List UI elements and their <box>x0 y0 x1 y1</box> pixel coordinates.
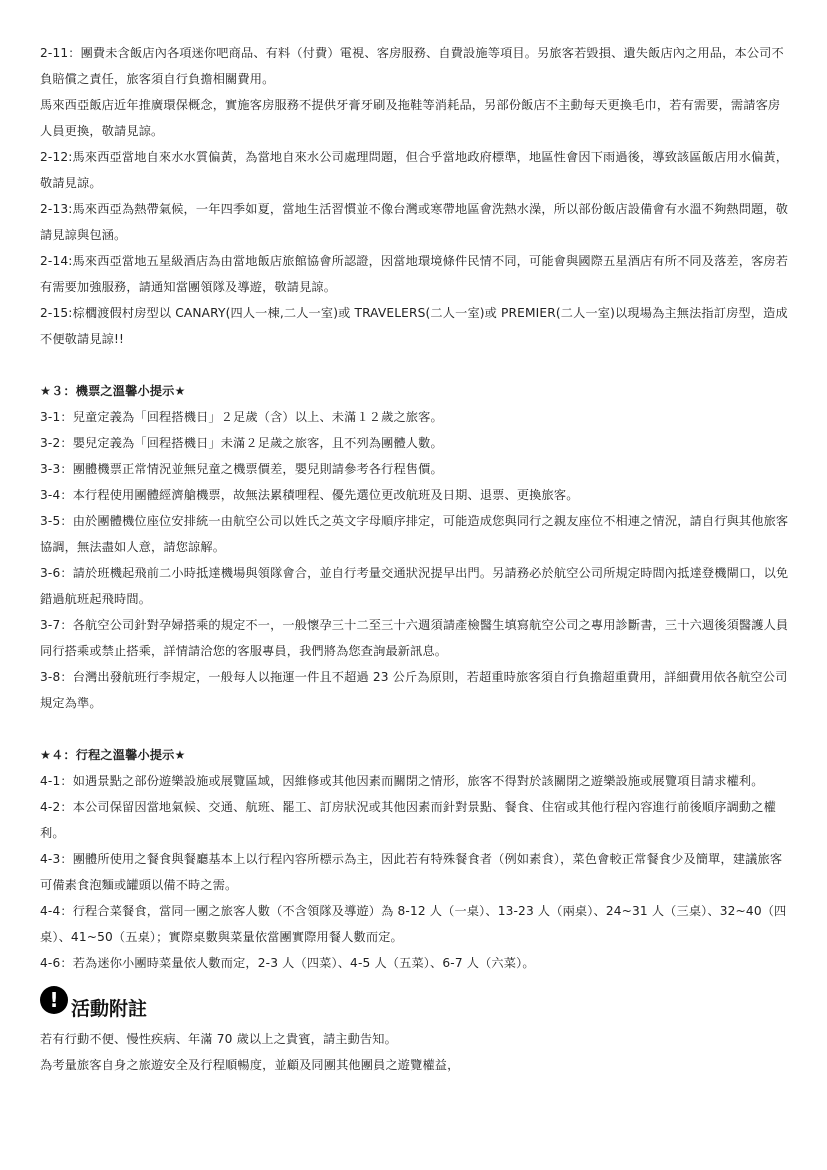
activity-notes <box>40 1026 792 1078</box>
itinerary-tip-4-6: 4-6：若為迷你小團時菜量依人數而定，2-3 人（四菜）、4-5 人（五菜）、6-7 人（六菜）。 <box>40 956 535 970</box>
document-page <box>40 40 792 1078</box>
flight-tip-3-5: 3-5：由於團體機位座位安排統一由航空公司以姓氏之英文字母順序排定，可能造成您與同行之親友座位不相連之情況，請自行與其他旅客協調，無法盡如人意，請您諒解。 <box>40 514 789 554</box>
activity-notes-header <box>40 990 792 1018</box>
activity-note: 若有行動不便、慢性疾病、年滿 70 歲以上之貴賓，請主動告知。 <box>40 1032 397 1046</box>
note-2-14: 2-14:馬來西亞當地五星級酒店為由當地飯店旅館協會所認證，因當地環境條件民情不同，可能會與國際五星酒店有所不同及落差，客房若有需要加強服務，請通知當團領隊及導遊，敬請見諒。 <box>40 254 789 294</box>
flight-tip-3-1: 3-1：兒童定義為「回程搭機日」２足歲（含）以上、未滿１２歲之旅客。 <box>40 410 443 424</box>
section-2-notes <box>40 40 792 352</box>
flight-tip-3-4: 3-4：本行程使用團體經濟艙機票，故無法累積哩程、優先選位更改航班及日期、退票、更換旅客。 <box>40 488 579 502</box>
section-4-itinerary-tips <box>40 742 792 976</box>
note-eco-policy: 馬來西亞飯店近年推廣環保概念，實施客房服務不提供牙膏牙刷及拖鞋等消耗品，另部份飯店不主動每天更換毛巾，若有需要，需請客房人員更換，敬請見諒。 <box>40 98 781 138</box>
flight-tip-3-7: 3-7：各航空公司針對孕婦搭乘的規定不一，一般懷孕三十二至三十六週須請產檢醫生填寫航空公司之專用診斷書，三十六週後須醫護人員同行搭乘或禁止搭乘，詳情請洽您的客服專員，我們將為您查詢最新訊息。 <box>40 618 789 658</box>
itinerary-tip-4-2: 4-2：本公司保留因當地氣候、交通、航班、罷工、訂房狀況或其他因素而針對景點、餐食、住宿或其他行程內容進行前後順序調動之權利。 <box>40 800 776 840</box>
flight-tip-3-8: 3-8：台灣出發航班行李規定，一般每人以拖運一件且不超過 23 公斤為原則，若超重時旅客須自行負擔超重費用，詳細費用依各航空公司規定為準。 <box>40 670 788 710</box>
itinerary-tip-4-1: 4-1：如遇景點之部份遊樂設施或展覽區域，因維修或其他因素而關閉之情形，旅客不得對於該關閉之遊樂設施或展覽項目請求權利。 <box>40 774 764 788</box>
activity-note: 為考量旅客自身之旅遊安全及行程順暢度，並顧及同團其他團員之遊覽權益， <box>40 1058 460 1072</box>
activity-notes-title: 活動附註 <box>71 997 148 1020</box>
note-2-13: 2-13:馬來西亞為熱帶氣候，一年四季如夏，當地生活習慣並不像台灣或寒帶地區會洗熱水澡，所以部份飯店設備會有水溫不夠熱問題，敬請見諒與包涵。 <box>40 202 789 242</box>
note-2-11: 2-11：團費未含飯店內各項迷你吧商品、有料（付費）電視、客房服務、自費設施等項目。另旅客若毀損、遺失飯店內之用品，本公司不負賠償之責任，旅客須自行負擔相關費用。 <box>40 46 784 86</box>
flight-tip-3-6: 3-6：請於班機起飛前二小時抵達機場與領隊會合，並自行考量交通狀況提早出門。另請務必於航空公司所規定時間內抵達登機閘口，以免錯過航班起飛時間。 <box>40 566 789 606</box>
section-3-flight-tips <box>40 378 792 716</box>
section-4-heading: ★４：行程之溫馨小提示★ <box>40 748 186 762</box>
itinerary-tip-4-3: 4-3：團體所使用之餐食與餐廳基本上以行程內容所標示為主，因此若有特殊餐食者（例如素食），菜色會較正常餐食少及簡單，建議旅客可備素食泡麵或罐頭以備不時之需。 <box>40 852 783 892</box>
spacer <box>40 352 792 378</box>
note-2-12: 2-12:馬來西亞當地自來水水質偏黃，為當地自來水公司處理問題，但合乎當地政府標準，地區性會因下雨過後，導致該區飯店用水偏黃，敬請見諒。 <box>40 150 789 190</box>
flight-tip-3-2: 3-2：嬰兒定義為「回程搭機日」未滿２足歲之旅客，且不列為團體人數。 <box>40 436 443 450</box>
note-2-15: 2-15:棕櫚渡假村房型以 CANARY(四人一棟,二人一室)或 TRAVELERS(二人一室)或 PREMIER(二人一室)以現場為主無法指訂房型，造成不便敬請見諒!! <box>40 306 788 346</box>
spacer <box>40 716 792 742</box>
section-3-heading: ★３：機票之溫馨小提示★ <box>40 384 186 398</box>
itinerary-tip-4-4: 4-4：行程合菜餐食，當同一團之旅客人數（不含領隊及導遊）為 8-12 人（一桌）、13-23 人（兩桌）、24~31 人（三桌）、32~40（四桌）、41~50（五桌）；實際桌數與菜量依當團實際用餐人數而定。 <box>40 904 787 944</box>
exclamation-circle-icon: ! <box>40 986 68 1014</box>
flight-tip-3-3: 3-3：團體機票正常情況並無兒童之機票價差，嬰兒則請參考各行程售價。 <box>40 462 443 476</box>
